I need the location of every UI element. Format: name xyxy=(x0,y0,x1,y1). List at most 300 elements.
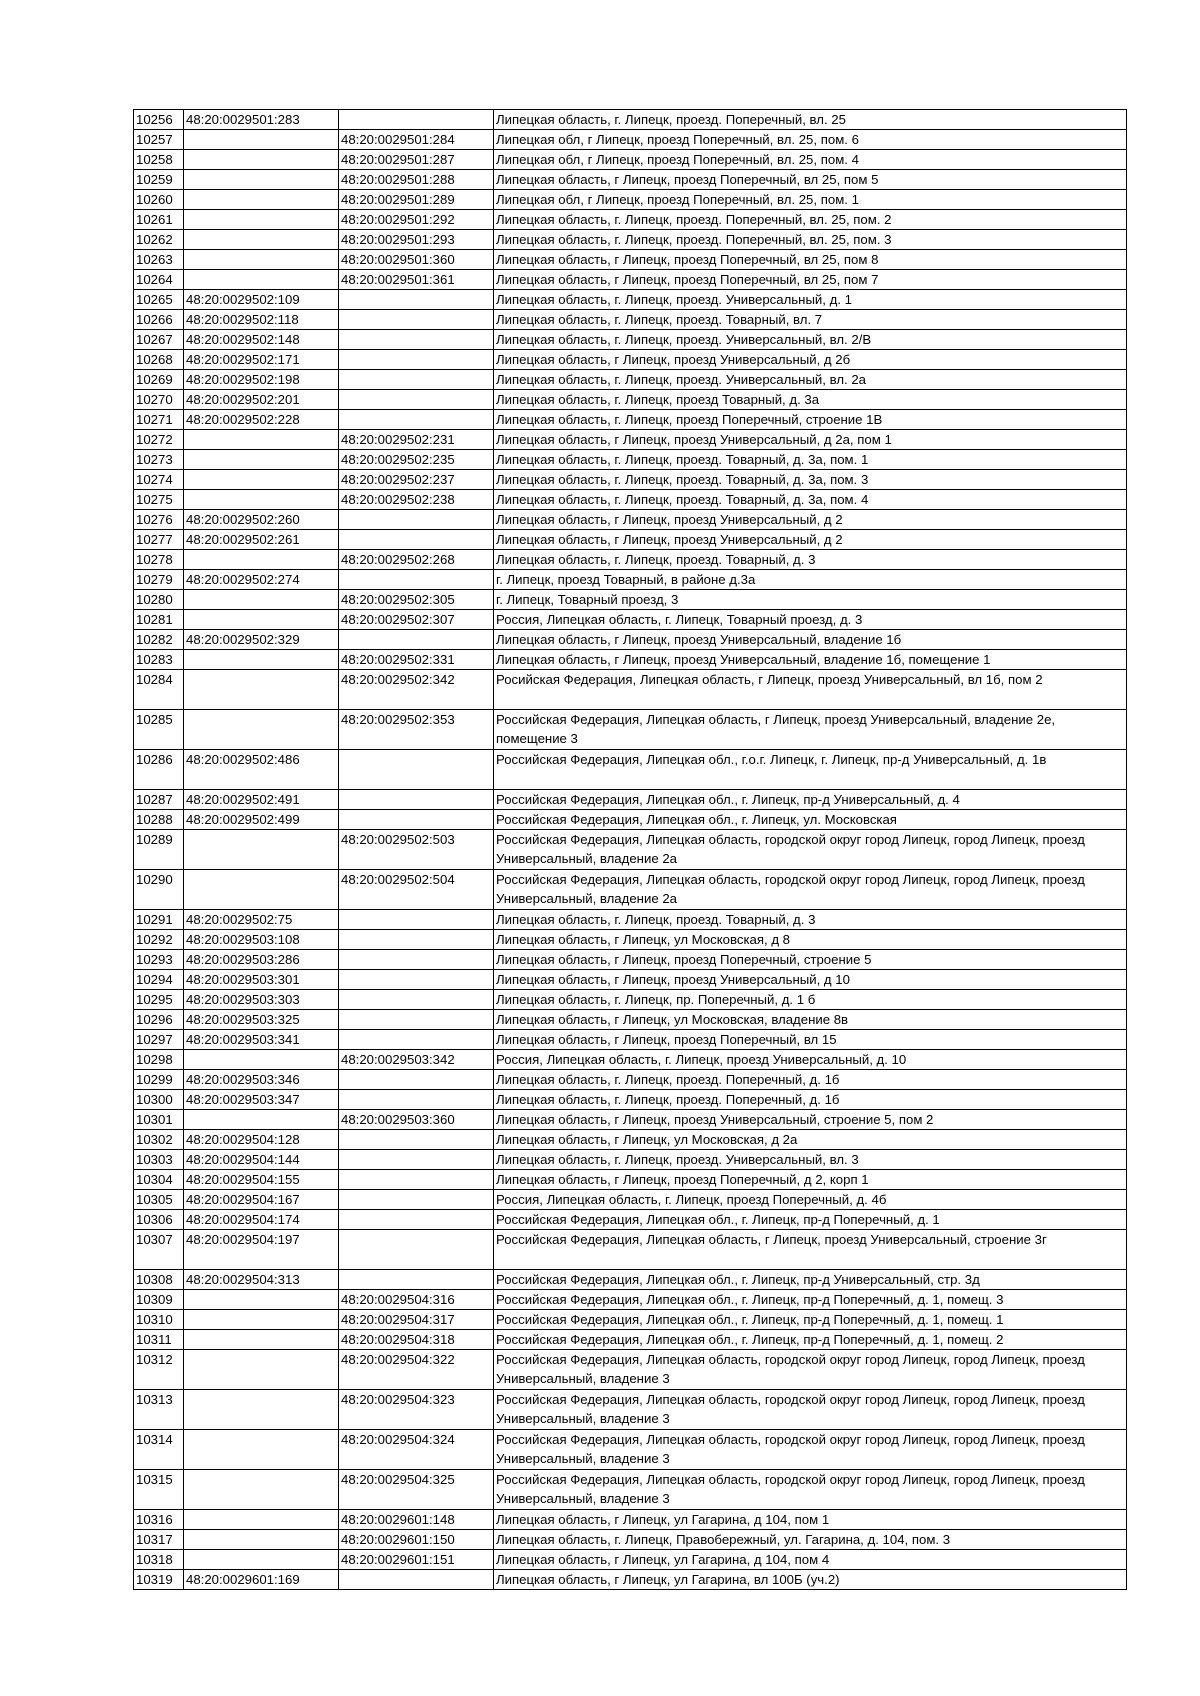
row-number-cell: 10319 xyxy=(134,1570,184,1590)
address-cell: Липецкая обл, г Липецк, проезд Поперечный, вл. 25, пом. 6 xyxy=(494,130,1127,150)
address-cell: Липецкая область, г. Липецк, проезд. Товарный, д. 3а, пом. 3 xyxy=(494,470,1127,490)
address-cell: Липецкая область, г Липецк, проезд Поперечный, вл 25, пом 7 xyxy=(494,270,1127,290)
row-number-cell: 10258 xyxy=(134,150,184,170)
premises-number-cell xyxy=(339,1150,494,1170)
row-number-cell: 10270 xyxy=(134,390,184,410)
premises-number-cell: 48:20:0029503:342 xyxy=(339,1050,494,1070)
address-cell: Липецкая область, г. Липецк, проезд. Поперечный, вл. 25, пом. 2 xyxy=(494,210,1127,230)
premises-number-cell xyxy=(339,950,494,970)
parcel-number-cell xyxy=(184,1290,339,1310)
address-cell: Липецкая обл, г Липецк, проезд Поперечный, вл. 25, пом. 1 xyxy=(494,190,1127,210)
address-cell: Липецкая область, г. Липецк, проезд. Товарный, д. 3 xyxy=(494,910,1127,930)
row-number-cell: 10273 xyxy=(134,450,184,470)
premises-number-cell xyxy=(339,1010,494,1030)
parcel-number-cell xyxy=(184,130,339,150)
premises-number-cell xyxy=(339,790,494,810)
table-row xyxy=(134,790,1127,810)
address-cell: Росийская Федерация, Липецкая область, г Липецк, проезд Универсальный, вл 1б, пом 2 xyxy=(494,670,1127,710)
row-number-cell: 10316 xyxy=(134,1510,184,1530)
address-cell: Российская Федерация, Липецкая обл., г. Липецк, пр-д Поперечный, д. 1, помещ. 3 xyxy=(494,1290,1127,1310)
premises-number-cell xyxy=(339,630,494,650)
address-cell: Липецкая область, г Липецк, проезд Универсальный, д 2 xyxy=(494,530,1127,550)
address-cell: Липецкая область, г Липецк, ул Гагарина, вл 100Б (уч.2) xyxy=(494,1570,1127,1590)
parcel-number-cell: 48:20:0029501:283 xyxy=(184,110,339,130)
premises-number-cell: 48:20:0029503:360 xyxy=(339,1110,494,1130)
table-row xyxy=(134,530,1127,550)
table-row xyxy=(134,410,1127,430)
premises-number-cell: 48:20:0029502:353 xyxy=(339,710,494,750)
row-number-cell: 10301 xyxy=(134,1110,184,1130)
row-number-cell: 10275 xyxy=(134,490,184,510)
parcel-number-cell: 48:20:0029502:499 xyxy=(184,810,339,830)
row-number-cell: 10291 xyxy=(134,910,184,930)
premises-number-cell: 48:20:0029501:361 xyxy=(339,270,494,290)
premises-number-cell: 48:20:0029501:288 xyxy=(339,170,494,190)
address-cell: Липецкая область, г. Липецк, проезд Поперечный, строение 1В xyxy=(494,410,1127,430)
table-row xyxy=(134,990,1127,1010)
premises-number-cell: 48:20:0029504:318 xyxy=(339,1330,494,1350)
premises-number-cell xyxy=(339,570,494,590)
parcel-number-cell xyxy=(184,1530,339,1550)
parcel-number-cell xyxy=(184,190,339,210)
row-number-cell: 10277 xyxy=(134,530,184,550)
address-cell: Липецкая область, г Липецк, проезд Поперечный, вл 15 xyxy=(494,1030,1127,1050)
parcel-number-cell: 48:20:0029503:301 xyxy=(184,970,339,990)
address-cell: Липецкая обл, г Липецк, проезд Поперечный, вл. 25, пом. 4 xyxy=(494,150,1127,170)
parcel-number-cell: 48:20:0029502:228 xyxy=(184,410,339,430)
row-number-cell: 10294 xyxy=(134,970,184,990)
table-row xyxy=(134,1430,1127,1470)
row-number-cell: 10282 xyxy=(134,630,184,650)
parcel-number-cell xyxy=(184,1050,339,1070)
row-number-cell: 10259 xyxy=(134,170,184,190)
parcel-number-cell: 48:20:0029503:108 xyxy=(184,930,339,950)
table-row xyxy=(134,870,1127,910)
address-cell: Липецкая область, г. Липецк, проезд. Универсальный, д. 1 xyxy=(494,290,1127,310)
premises-number-cell xyxy=(339,1070,494,1090)
address-cell: Российская Федерация, Липецкая обл., г. Липецк, пр-д Универсальный, д. 4 xyxy=(494,790,1127,810)
premises-number-cell xyxy=(339,530,494,550)
table-row xyxy=(134,450,1127,470)
row-number-cell: 10309 xyxy=(134,1290,184,1310)
premises-number-cell: 48:20:0029504:325 xyxy=(339,1470,494,1510)
premises-number-cell xyxy=(339,970,494,990)
table-row xyxy=(134,250,1127,270)
premises-number-cell: 48:20:0029504:322 xyxy=(339,1350,494,1390)
parcel-number-cell xyxy=(184,830,339,870)
premises-number-cell xyxy=(339,930,494,950)
row-number-cell: 10272 xyxy=(134,430,184,450)
row-number-cell: 10300 xyxy=(134,1090,184,1110)
table-row xyxy=(134,1070,1127,1090)
parcel-number-cell xyxy=(184,490,339,510)
row-number-cell: 10260 xyxy=(134,190,184,210)
premises-number-cell xyxy=(339,910,494,930)
address-cell: г. Липецк, проезд Товарный, в районе д.3а xyxy=(494,570,1127,590)
parcel-number-cell xyxy=(184,430,339,450)
premises-number-cell: 48:20:0029504:317 xyxy=(339,1310,494,1330)
address-cell: Липецкая область, г. Липецк, проезд. Универсальный, вл. 2/В xyxy=(494,330,1127,350)
premises-number-cell: 48:20:0029502:231 xyxy=(339,430,494,450)
premises-number-cell: 48:20:0029501:289 xyxy=(339,190,494,210)
premises-number-cell xyxy=(339,1170,494,1190)
table-row xyxy=(134,1530,1127,1550)
premises-number-cell: 48:20:0029502:503 xyxy=(339,830,494,870)
address-cell: Липецкая область, г. Липецк, проезд. Поперечный, д. 1б xyxy=(494,1090,1127,1110)
table-row xyxy=(134,510,1127,530)
parcel-number-cell xyxy=(184,470,339,490)
table-row xyxy=(134,910,1127,930)
address-cell: Липецкая область, г. Липецк, проезд. Товарный, вл. 7 xyxy=(494,310,1127,330)
row-number-cell: 10305 xyxy=(134,1190,184,1210)
parcel-number-cell: 48:20:0029503:303 xyxy=(184,990,339,1010)
table-row xyxy=(134,1510,1127,1530)
row-number-cell: 10317 xyxy=(134,1530,184,1550)
parcel-number-cell xyxy=(184,170,339,190)
premises-number-cell: 48:20:0029504:323 xyxy=(339,1390,494,1430)
parcel-number-cell xyxy=(184,710,339,750)
premises-number-cell: 48:20:0029502:235 xyxy=(339,450,494,470)
premises-number-cell: 48:20:0029502:238 xyxy=(339,490,494,510)
address-cell: Липецкая область, г Липецк, проезд Универсальный, д 2 xyxy=(494,510,1127,530)
premises-number-cell: 48:20:0029502:307 xyxy=(339,610,494,630)
row-number-cell: 10296 xyxy=(134,1010,184,1030)
parcel-number-cell xyxy=(184,1310,339,1330)
row-number-cell: 10281 xyxy=(134,610,184,630)
row-number-cell: 10268 xyxy=(134,350,184,370)
parcel-number-cell xyxy=(184,610,339,630)
table-row xyxy=(134,1350,1127,1390)
row-number-cell: 10298 xyxy=(134,1050,184,1070)
premises-number-cell: 48:20:0029501:360 xyxy=(339,250,494,270)
address-cell: Липецкая область, г. Липецк, проезд Товарный, д. 3а xyxy=(494,390,1127,410)
premises-number-cell: 48:20:0029502:305 xyxy=(339,590,494,610)
row-number-cell: 10318 xyxy=(134,1550,184,1570)
premises-number-cell: 48:20:0029502:342 xyxy=(339,670,494,710)
parcel-number-cell: 48:20:0029502:491 xyxy=(184,790,339,810)
row-number-cell: 10306 xyxy=(134,1210,184,1230)
address-cell: Липецкая область, г Липецк, проезд Поперечный, вл 25, пом 5 xyxy=(494,170,1127,190)
row-number-cell: 10304 xyxy=(134,1170,184,1190)
address-cell: Липецкая область, г. Липецк, проезд. Универсальный, вл. 2а xyxy=(494,370,1127,390)
address-cell: Липецкая область, г. Липецк, пр. Поперечный, д. 1 б xyxy=(494,990,1127,1010)
premises-number-cell xyxy=(339,110,494,130)
row-number-cell: 10302 xyxy=(134,1130,184,1150)
premises-number-cell xyxy=(339,1090,494,1110)
parcel-number-cell xyxy=(184,550,339,570)
parcel-number-cell: 48:20:0029502:198 xyxy=(184,370,339,390)
parcel-number-cell: 48:20:0029503:325 xyxy=(184,1010,339,1030)
row-number-cell: 10266 xyxy=(134,310,184,330)
table-row xyxy=(134,110,1127,130)
table-row xyxy=(134,370,1127,390)
table-row xyxy=(134,1270,1127,1290)
address-cell: Российская Федерация, Липецкая обл., г.о.г. Липецк, г. Липецк, пр-д Универсальный, д. 1в xyxy=(494,750,1127,790)
table-row xyxy=(134,1310,1127,1330)
table-row xyxy=(134,1090,1127,1110)
table-row xyxy=(134,170,1127,190)
parcel-number-cell xyxy=(184,450,339,470)
premises-number-cell: 48:20:0029504:316 xyxy=(339,1290,494,1310)
row-number-cell: 10314 xyxy=(134,1430,184,1470)
address-cell: Российская Федерация, Липецкая область, городской округ город Липецк, город Липецк, проезд Универсальный, владение 2а xyxy=(494,830,1127,870)
table-row xyxy=(134,130,1127,150)
table-row xyxy=(134,610,1127,630)
parcel-number-cell: 48:20:0029502:201 xyxy=(184,390,339,410)
premises-number-cell: 48:20:0029501:287 xyxy=(339,150,494,170)
parcel-number-cell: 48:20:0029502:329 xyxy=(184,630,339,650)
address-cell: Липецкая область, г. Липецк, проезд. Поперечный, вл. 25 xyxy=(494,110,1127,130)
table-row xyxy=(134,330,1127,350)
row-number-cell: 10313 xyxy=(134,1390,184,1430)
premises-number-cell: 48:20:0029502:504 xyxy=(339,870,494,910)
address-cell: Российская Федерация, Липецкая обл., г. Липецк, пр-д Поперечный, д. 1, помещ. 2 xyxy=(494,1330,1127,1350)
row-number-cell: 10286 xyxy=(134,750,184,790)
table-row xyxy=(134,1170,1127,1190)
address-cell: Липецкая область, г Липецк, ул Московская, владение 8в xyxy=(494,1010,1127,1030)
table-row xyxy=(134,150,1127,170)
premises-number-cell: 48:20:0029601:151 xyxy=(339,1550,494,1570)
parcel-number-cell xyxy=(184,150,339,170)
premises-number-cell xyxy=(339,1210,494,1230)
table-row xyxy=(134,430,1127,450)
table-row xyxy=(134,1150,1127,1170)
table-row xyxy=(134,670,1127,710)
premises-number-cell xyxy=(339,1270,494,1290)
address-cell: Липецкая область, г Липецк, ул Московская, д 2а xyxy=(494,1130,1127,1150)
address-cell: Российская Федерация, Липецкая область, г Липецк, проезд Универсальный, строение 3г xyxy=(494,1230,1127,1270)
premises-number-cell xyxy=(339,350,494,370)
row-number-cell: 10292 xyxy=(134,930,184,950)
table-row xyxy=(134,1210,1127,1230)
table-row xyxy=(134,350,1127,370)
address-cell: Россия, Липецкая область, г. Липецк, Товарный проезд, д. 3 xyxy=(494,610,1127,630)
address-cell: Российская Федерация, Липецкая обл., г. Липецк, пр-д Поперечный, д. 1 xyxy=(494,1210,1127,1230)
table-row xyxy=(134,970,1127,990)
parcel-number-cell xyxy=(184,270,339,290)
premises-number-cell xyxy=(339,1190,494,1210)
row-number-cell: 10311 xyxy=(134,1330,184,1350)
parcel-number-cell xyxy=(184,1470,339,1510)
parcel-number-cell: 48:20:0029504:144 xyxy=(184,1150,339,1170)
table-row xyxy=(134,470,1127,490)
row-number-cell: 10297 xyxy=(134,1030,184,1050)
table-row xyxy=(134,750,1127,790)
premises-number-cell xyxy=(339,290,494,310)
address-cell: Липецкая область, г. Липецк, проезд. Поперечный, вл. 25, пом. 3 xyxy=(494,230,1127,250)
row-number-cell: 10267 xyxy=(134,330,184,350)
row-number-cell: 10278 xyxy=(134,550,184,570)
table-row xyxy=(134,390,1127,410)
address-cell: Липецкая область, г Липецк, проезд Поперечный, вл 25, пом 8 xyxy=(494,250,1127,270)
parcel-number-cell: 48:20:0029503:346 xyxy=(184,1070,339,1090)
premises-number-cell xyxy=(339,330,494,350)
parcel-number-cell xyxy=(184,250,339,270)
parcel-number-cell xyxy=(184,870,339,910)
parcel-number-cell xyxy=(184,1390,339,1430)
parcel-number-cell xyxy=(184,1110,339,1130)
address-cell: г. Липецк, Товарный проезд, 3 xyxy=(494,590,1127,610)
address-cell: Липецкая область, г Липецк, проезд Универсальный, владение 1б, помещение 1 xyxy=(494,650,1127,670)
premises-number-cell xyxy=(339,1230,494,1270)
address-cell: Российская Федерация, Липецкая обл., г. Липецк, ул. Московская xyxy=(494,810,1127,830)
row-number-cell: 10315 xyxy=(134,1470,184,1510)
row-number-cell: 10303 xyxy=(134,1150,184,1170)
table-row xyxy=(134,1010,1127,1030)
parcel-number-cell xyxy=(184,1430,339,1470)
table-row xyxy=(134,1570,1127,1590)
address-cell: Липецкая область, г. Липецк, Правобережный, ул. Гагарина, д. 104, пом. 3 xyxy=(494,1530,1127,1550)
address-cell: Липецкая область, г Липецк, проезд Универсальный, владение 1б xyxy=(494,630,1127,650)
row-number-cell: 10312 xyxy=(134,1350,184,1390)
table-row xyxy=(134,1290,1127,1310)
address-cell: Россия, Липецкая область, г. Липецк, проезд Поперечный, д. 4б xyxy=(494,1190,1127,1210)
table-row xyxy=(134,950,1127,970)
address-cell: Липецкая область, г Липецк, проезд Поперечный, строение 5 xyxy=(494,950,1127,970)
parcel-number-cell: 48:20:0029601:169 xyxy=(184,1570,339,1590)
table-row xyxy=(134,930,1127,950)
parcel-number-cell xyxy=(184,1550,339,1570)
row-number-cell: 10279 xyxy=(134,570,184,590)
address-cell: Липецкая область, г Липецк, проезд Универсальный, строение 5, пом 2 xyxy=(494,1110,1127,1130)
address-cell: Российская Федерация, Липецкая область, городской округ город Липецк, город Липецк, проезд Универсальный, владение 3 xyxy=(494,1350,1127,1390)
parcel-number-cell xyxy=(184,230,339,250)
row-number-cell: 10310 xyxy=(134,1310,184,1330)
premises-number-cell: 48:20:0029502:268 xyxy=(339,550,494,570)
row-number-cell: 10257 xyxy=(134,130,184,150)
table-row xyxy=(134,1050,1127,1070)
parcel-number-cell: 48:20:0029502:118 xyxy=(184,310,339,330)
address-cell: Российская Федерация, Липецкая область, городской округ город Липецк, город Липецк, проезд Универсальный, владение 3 xyxy=(494,1390,1127,1430)
row-number-cell: 10263 xyxy=(134,250,184,270)
parcel-number-cell xyxy=(184,590,339,610)
parcel-number-cell: 48:20:0029502:75 xyxy=(184,910,339,930)
address-cell: Липецкая область, г Липецк, проезд Поперечный, д 2, корп 1 xyxy=(494,1170,1127,1190)
table-row xyxy=(134,310,1127,330)
parcel-number-cell: 48:20:0029504:174 xyxy=(184,1210,339,1230)
premises-number-cell: 48:20:0029502:237 xyxy=(339,470,494,490)
row-number-cell: 10265 xyxy=(134,290,184,310)
row-number-cell: 10288 xyxy=(134,810,184,830)
table-row xyxy=(134,1390,1127,1430)
premises-number-cell: 48:20:0029501:292 xyxy=(339,210,494,230)
premises-number-cell: 48:20:0029504:324 xyxy=(339,1430,494,1470)
address-cell: Липецкая область, г Липецк, ул Гагарина, д 104, пом 4 xyxy=(494,1550,1127,1570)
table-row xyxy=(134,710,1127,750)
address-cell: Российская Федерация, Липецкая обл., г. Липецк, пр-д Универсальный, стр. 3д xyxy=(494,1270,1127,1290)
address-cell: Российская Федерация, Липецкая область, г Липецк, проезд Универсальный, владение 2е, помещение 3 xyxy=(494,710,1127,750)
row-number-cell: 10269 xyxy=(134,370,184,390)
parcel-number-cell xyxy=(184,650,339,670)
table-row xyxy=(134,490,1127,510)
parcel-number-cell: 48:20:0029504:197 xyxy=(184,1230,339,1270)
row-number-cell: 10295 xyxy=(134,990,184,1010)
parcel-number-cell xyxy=(184,1510,339,1530)
cadastral-table-body xyxy=(134,110,1127,1590)
table-row xyxy=(134,1470,1127,1510)
parcel-number-cell: 48:20:0029504:128 xyxy=(184,1130,339,1150)
row-number-cell: 10284 xyxy=(134,670,184,710)
table-row xyxy=(134,1130,1127,1150)
row-number-cell: 10290 xyxy=(134,870,184,910)
parcel-number-cell: 48:20:0029502:274 xyxy=(184,570,339,590)
parcel-number-cell: 48:20:0029504:155 xyxy=(184,1170,339,1190)
address-cell: Липецкая область, г. Липецк, проезд. Товарный, д. 3 xyxy=(494,550,1127,570)
address-cell: Липецкая область, г Липецк, проезд Универсальный, д 2а, пом 1 xyxy=(494,430,1127,450)
table-row xyxy=(134,190,1127,210)
parcel-number-cell: 48:20:0029502:109 xyxy=(184,290,339,310)
premises-number-cell xyxy=(339,1570,494,1590)
address-cell: Липецкая область, г Липецк, ул Гагарина, д 104, пом 1 xyxy=(494,1510,1127,1530)
premises-number-cell xyxy=(339,810,494,830)
table-row xyxy=(134,230,1127,250)
parcel-number-cell: 48:20:0029502:148 xyxy=(184,330,339,350)
table-row xyxy=(134,1030,1127,1050)
row-number-cell: 10256 xyxy=(134,110,184,130)
parcel-number-cell xyxy=(184,210,339,230)
premises-number-cell xyxy=(339,410,494,430)
address-cell: Липецкая область, г Липецк, проезд Универсальный, д 2б xyxy=(494,350,1127,370)
premises-number-cell xyxy=(339,310,494,330)
address-cell: Российская Федерация, Липецкая обл., г. Липецк, пр-д Поперечный, д. 1, помещ. 1 xyxy=(494,1310,1127,1330)
row-number-cell: 10261 xyxy=(134,210,184,230)
table-row xyxy=(134,650,1127,670)
parcel-number-cell: 48:20:0029503:286 xyxy=(184,950,339,970)
address-cell: Российская Федерация, Липецкая область, городской округ город Липецк, город Липецк, проезд Универсальный, владение 3 xyxy=(494,1470,1127,1510)
row-number-cell: 10285 xyxy=(134,710,184,750)
table-row xyxy=(134,550,1127,570)
parcel-number-cell xyxy=(184,670,339,710)
parcel-number-cell: 48:20:0029502:171 xyxy=(184,350,339,370)
address-cell: Российская Федерация, Липецкая область, городской округ город Липецк, город Липецк, проезд Универсальный, владение 2а xyxy=(494,870,1127,910)
parcel-number-cell: 48:20:0029504:167 xyxy=(184,1190,339,1210)
table-row xyxy=(134,630,1127,650)
premises-number-cell xyxy=(339,990,494,1010)
address-cell: Липецкая область, г. Липецк, проезд. Универсальный, вл. 3 xyxy=(494,1150,1127,1170)
premises-number-cell xyxy=(339,510,494,530)
table-row xyxy=(134,1330,1127,1350)
address-cell: Российская Федерация, Липецкая область, городской округ город Липецк, город Липецк, проезд Универсальный, владение 3 xyxy=(494,1430,1127,1470)
premises-number-cell xyxy=(339,370,494,390)
premises-number-cell: 48:20:0029501:284 xyxy=(339,130,494,150)
parcel-number-cell xyxy=(184,1330,339,1350)
address-cell: Липецкая область, г Липецк, проезд Универсальный, д 10 xyxy=(494,970,1127,990)
row-number-cell: 10307 xyxy=(134,1230,184,1270)
row-number-cell: 10293 xyxy=(134,950,184,970)
parcel-number-cell: 48:20:0029502:486 xyxy=(184,750,339,790)
row-number-cell: 10276 xyxy=(134,510,184,530)
row-number-cell: 10262 xyxy=(134,230,184,250)
table-row xyxy=(134,1190,1127,1210)
address-cell: Липецкая область, г. Липецк, проезд. Товарный, д. 3а, пом. 1 xyxy=(494,450,1127,470)
address-cell: Липецкая область, г. Липецк, проезд. Товарный, д. 3а, пом. 4 xyxy=(494,490,1127,510)
address-cell: Липецкая область, г. Липецк, проезд. Поперечный, д. 1б xyxy=(494,1070,1127,1090)
table-row xyxy=(134,590,1127,610)
parcel-number-cell: 48:20:0029503:347 xyxy=(184,1090,339,1110)
table-row xyxy=(134,830,1127,870)
premises-number-cell xyxy=(339,750,494,790)
row-number-cell: 10308 xyxy=(134,1270,184,1290)
row-number-cell: 10283 xyxy=(134,650,184,670)
cadastral-table xyxy=(133,109,1127,1590)
premises-number-cell: 48:20:0029501:293 xyxy=(339,230,494,250)
table-row xyxy=(134,810,1127,830)
premises-number-cell xyxy=(339,1030,494,1050)
row-number-cell: 10280 xyxy=(134,590,184,610)
table-row xyxy=(134,290,1127,310)
premises-number-cell: 48:20:0029502:331 xyxy=(339,650,494,670)
table-row xyxy=(134,270,1127,290)
